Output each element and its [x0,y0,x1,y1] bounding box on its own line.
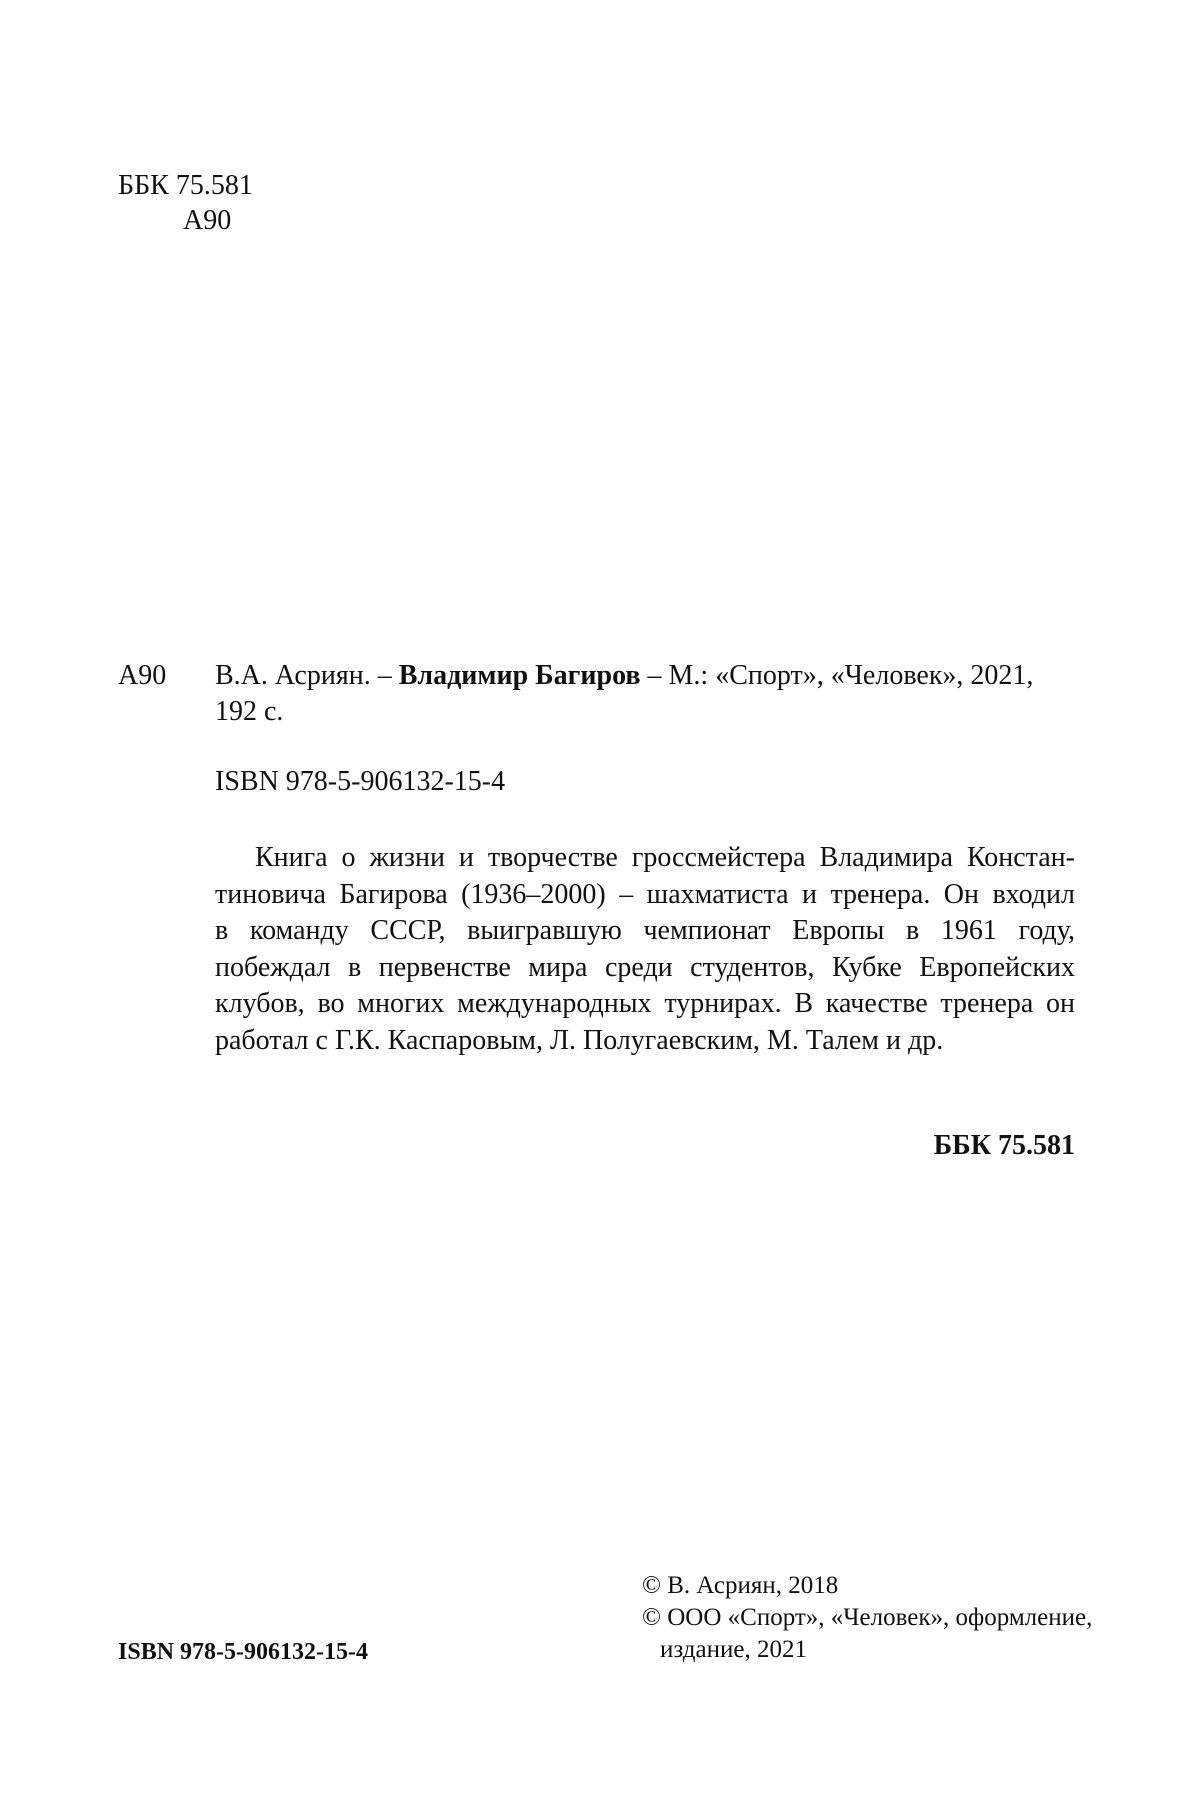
bbk-code-bottom: ББК 75.581 [934,1128,1075,1164]
annotation-line: в команду СССР, выигравшую чемпионат Европы в 1961 году, [215,913,1075,950]
bib-imprint: – М.: «Спорт», «Человек», 2021, [641,660,1034,691]
bib-line-1 [215,658,1075,694]
author-mark-top: А90 [183,203,231,239]
bib-title: Владимир Багиров [399,660,641,691]
copyright-publisher-cont: издание, 2021 [642,1634,1082,1666]
annotation-line: работал с Г.К. Каспаровым, Л. Полугаевским, М. Талем и др. [215,1023,1075,1060]
copyright-publisher: © ООО «Спорт», «Человек», оформление, [642,1602,1082,1634]
annotation [215,840,1075,1059]
copyright-block [642,1570,1082,1666]
bbk-code-top: ББК 75.581 [118,168,253,204]
copyright-author: © В. Асриян, 2018 [642,1570,1082,1602]
bib-author: В.А. Асриян. – [215,660,399,691]
annotation-line: Книга о жизни и творчестве гроссмейстера Владимира Констан- [215,840,1075,877]
bib-pages: 192 с. [215,694,1075,730]
page [0,0,1200,1799]
annotation-line: побеждал в первенстве мира среди студентов, Кубке Европейских [215,950,1075,987]
annotation-line: клубов, во многих международных турнирах. В качестве тренера он [215,986,1075,1023]
isbn-record: ISBN 978-5-906132-15-4 [215,764,505,800]
entry-author-mark: А90 [118,658,166,694]
bibliographic-record [215,658,1075,730]
isbn-footer: ISBN 978-5-906132-15-4 [118,1634,368,1670]
annotation-line: тиновича Багирова (1936–2000) – шахматиста и тренера. Он входил [215,877,1075,914]
